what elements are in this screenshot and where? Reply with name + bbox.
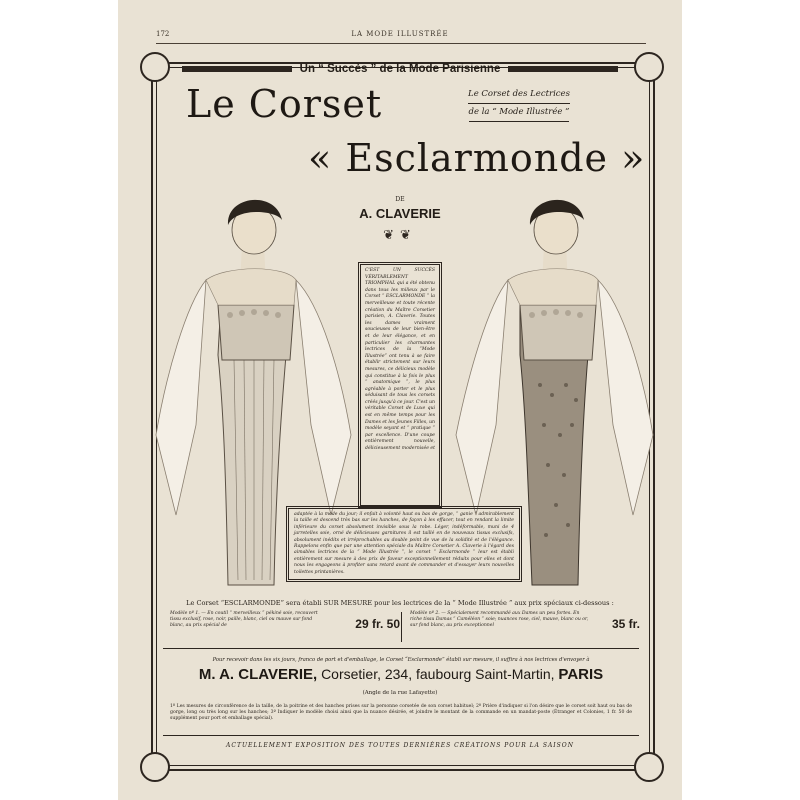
address-name: M. A. CLAVERIE, [198, 666, 318, 683]
frame-corner-ornament [140, 752, 170, 782]
address [163, 666, 639, 683]
header-rule [156, 43, 646, 44]
banner-text: Un “ Succès ” de la Mode Parisienne [299, 63, 501, 75]
exposition-footer: ACTUELLEMENT EXPOSITION DES TOUTES DERNIÈRES CRÉATIONS POUR LA SAISON [226, 742, 574, 749]
section-rule [163, 648, 639, 649]
fleuron-ornament: ❦❦ [383, 228, 417, 243]
banner-bar-left [182, 66, 292, 72]
banner-bar-right [508, 66, 618, 72]
offer-divider [401, 612, 402, 642]
order-instructions: Pour recevoir dans les six jours, franco de port et d'emballage, le Corset “Esclarmonde” établi sur mesure, il suffira à nos lectrices d'envoyer à [212, 657, 590, 663]
offer-model-2 [410, 611, 640, 641]
offer-price: 35 fr. [611, 617, 640, 631]
page-number: 172 [156, 30, 170, 38]
section-rule [163, 735, 639, 736]
subtitle [434, 86, 604, 122]
maker-name: A. CLAVERIE [359, 206, 441, 221]
banner [118, 63, 682, 75]
sur-mesure-line: Le Corset “ESCLARMONDE” sera établi SUR MESURE pour les lectrices de la “ Mode Illustrée ” aux prix spéciaux ci-dessous : [186, 599, 614, 607]
offer-model-1 [170, 611, 400, 641]
order-notes: 1º Les mesures de circonférence de la taille, de la poitrine et des hanches prises sur la personne corsetée de son corset habituel; 2º Prière d'indiquer si l'on désire que le corset soit haut ou bas de gorge, long ou très long sur les hanches; 3º Indiquer le modèle choisi ainsi que la nuance désirée, et joindre le montant de la commande en un mandat-poste (Étranger et Colonies, 1 fr. 50 de supplément pour port et emballage spécial). [170, 704, 632, 722]
frame-corner-ornament [634, 752, 664, 782]
de-label: DE [395, 196, 405, 203]
address-street: Corsetier, 234, faubourg Saint-Martin, [321, 666, 555, 682]
offer-text: Modèle nº 1. — En coutil “ merveilleux ” pékiné soie, recouvert tissu exclusif, rose, noir, paille, blanc, ciel ou mauve sur fond blanc, au prix spécial de [170, 611, 318, 628]
offer-text: Modèle nº 2. — Spécialement recommandé aux Dames un peu fortes. En riche tissu Damas “ Caméléon ” soie; nuances rose, ciel, mauve, blanc ou or, sur fond blanc, au prix exceptionnel [410, 611, 589, 628]
ad-text-wide: adaptée à la mode du jour; il enfait à volonté haut ou bas de gorge, “ ganie ” admirablement la taille et descend très bas sur les hanches, de façon à les effacer, tout en rendant la limite inférieure du corset absolument invisible sous la robe. Léger, indéformable, muni de 4 jarretelles soie, orné de délicieuses garnitures il est taillé en de nouveaux tissus exclusifs, absolument inédits et irréprochables au double point de vue de la solidité et de l'élégance. Rappelons enfin que par une attention spéciale du Maître Corsetier A. Claverie à l'égard des aimables lectrices de la “ Mode Illustrée ”, le corset “ Esclarmonde ” leur est établi entièrement sur mesure à des prix de faveur exceptionnellement réduits pour elles et dont nous les engageons à profiter sans retard avant de commander et d'essayer leurs nouvelles toilettes printanières. [286, 506, 522, 582]
address-note: (Angle de la rue Lafayette) [362, 690, 438, 696]
magazine-page [118, 0, 682, 800]
running-title: LA MODE ILLUSTRÉE [351, 30, 449, 38]
subtitle-line-1: Le Corset des Lectrices [468, 86, 570, 104]
title-line-2: « Esclarmonde » [308, 136, 646, 180]
address-city: PARIS [558, 666, 604, 683]
title-line-1: Le Corset [186, 82, 383, 126]
ad-text-narrow: C'EST UN SUCCÈS VÉRITABLEMENT TRIOMPHAL qui a été obtenu dans tous les milieux par le Corset “ ESCLARMONDE ” la merveilleuse et toute récente création du Maître Corsetier parisien, A. Claverie. Toutes les dames vraiment soucieuses de leur bien-être et de leur élégance, et en particulier les charmantes lectrices de la “Mode Illustrée” ont tenu à se faire établir strictement sur leurs mesures, ce délicieux modèle qui constitue à la fois le plus “ anatomique ”, le plus agréable à porter et le plus séduisant de tous les corsets créés jusqu'à ce jour. C'est un véritable Corset de Luxe qui est en même temps pour les Dames et les Jeunes Filles, un modèle seyant et “ pratique ” par excellence. D'une coupe entièrement nouvelle, délicieusement modernisée et [358, 262, 442, 508]
subtitle-line-2: de la “ Mode Illustrée ” [469, 104, 570, 122]
offer-price: 29 fr. 50 [355, 617, 400, 631]
